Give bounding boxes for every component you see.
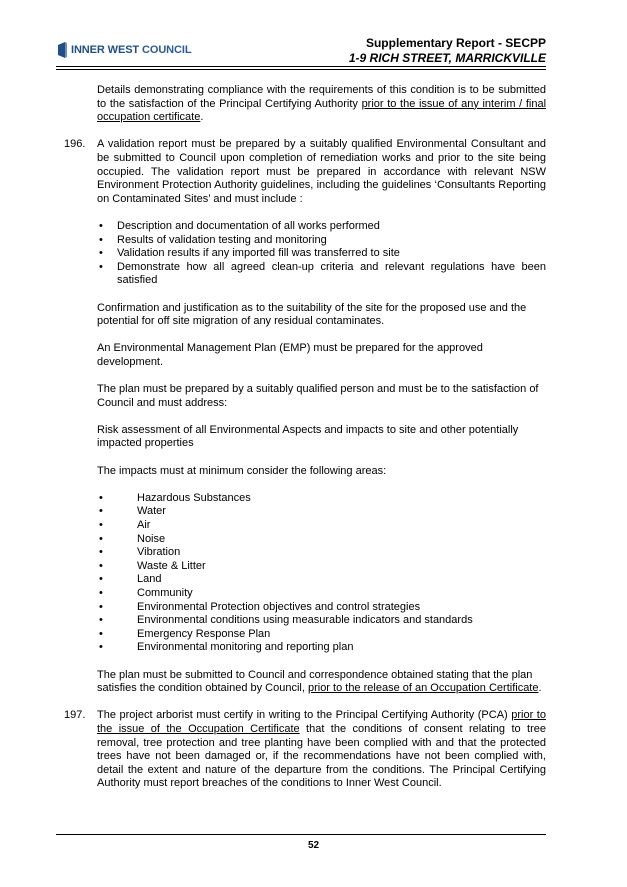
report-address: 1-9 RICH STREET, MARRICKVILLE bbox=[348, 51, 546, 65]
condition-number: 197. bbox=[64, 709, 86, 722]
header-rule-thin bbox=[56, 69, 546, 70]
list-item: • Environmental Protection objectives and control strategies bbox=[97, 601, 546, 615]
paragraph: The impacts must at minimum consider the following areas: bbox=[97, 464, 387, 477]
paragraph: Confirmation and justification as to the suitability of the site for the proposed use and the potential for off site migration of any residual contaminates. bbox=[97, 301, 527, 328]
report-title: Supplementary Report - SECPP bbox=[365, 36, 546, 50]
list-item: • Environmental conditions using measurable indicators and standards bbox=[97, 614, 546, 628]
condition-text: A validation report must be prepared by a suitably qualified Environmental Consultant and be submitted to Council upon completion of remediation works and prior to the site being occupied. The validation report must be prepared in accordance with relevant NSW Environment Protection Authority guidelines, including the guidelines ‘Consultants Reporting on Contaminated Sites’ and must include : bbox=[97, 138, 546, 205]
council-logo bbox=[56, 40, 191, 60]
paragraph: Risk assessment of all Environmental Aspects and impacts to site and other potentially impacted properties bbox=[97, 423, 519, 450]
list-item: • Community bbox=[97, 587, 546, 601]
list-item: • Validation results if any imported fill was transferred to site bbox=[97, 247, 546, 261]
list-item: • Air bbox=[97, 519, 546, 533]
list-item: • Water bbox=[97, 505, 546, 519]
list-item: • Hazardous Substances bbox=[97, 492, 546, 506]
page-number: 52 bbox=[307, 840, 320, 851]
list-item: • Land bbox=[97, 573, 546, 587]
impact-areas-list bbox=[97, 492, 546, 655]
header-title-block bbox=[349, 36, 546, 66]
list-item: • Emergency Response Plan bbox=[97, 628, 546, 642]
footer-rule bbox=[56, 834, 546, 835]
list-item: • Vibration bbox=[97, 546, 546, 560]
list-item: • Noise bbox=[97, 533, 546, 547]
condition-197 bbox=[64, 709, 546, 791]
intro-paragraph: Details demonstrating compliance with the requirements of this condition is to be submitted to the satisfaction of the Principal Certifying Authority prior to the issue of any interim / final occupation certificate. bbox=[97, 84, 547, 124]
logo-text: INNER WEST COUNCIL bbox=[71, 44, 192, 56]
header-rule bbox=[56, 66, 546, 67]
page-header bbox=[56, 36, 546, 68]
council-logo-icon bbox=[56, 42, 68, 58]
paragraph: An Environmental Management Plan (EMP) must be prepared for the approved development. bbox=[97, 342, 483, 368]
paragraph: The plan must be prepared by a suitably qualified person and must be to the satisfaction of Council and must address: bbox=[97, 383, 539, 409]
condition-196 bbox=[64, 138, 546, 206]
list-item: • Demonstrate how all agreed clean-up criteria and relevant regulations have been satisfied bbox=[97, 261, 546, 288]
condition-number: 196. bbox=[64, 138, 86, 151]
list-item: • Results of validation testing and monitoring bbox=[97, 234, 546, 248]
list-item: • Waste & Litter bbox=[97, 560, 546, 574]
list-item: • Environmental monitoring and reporting plan bbox=[97, 641, 546, 655]
document-body bbox=[64, 84, 546, 791]
paragraph: The plan must be submitted to Council and correspondence obtained stating that the plan satisfies the condition obtained by Council, prior to the release of an Occupation Certificate. bbox=[97, 668, 542, 695]
validation-report-list bbox=[97, 220, 546, 288]
list-item: • Description and documentation of all works performed bbox=[97, 220, 546, 234]
condition-text: The project arborist must certify in writing to the Principal Certifying Authority (PCA) prior to the issue of the Occupation Certificate that the conditions of consent relating to tree removal, tree protection and tree planting have been complied with and that the protected trees have not been damaged or, if the recommendations have not been complied with, detail the extent and nature of the departure from the conditions. The Principal Certifying Authority must report breaches of the conditions to Inner West Council. bbox=[97, 709, 546, 790]
